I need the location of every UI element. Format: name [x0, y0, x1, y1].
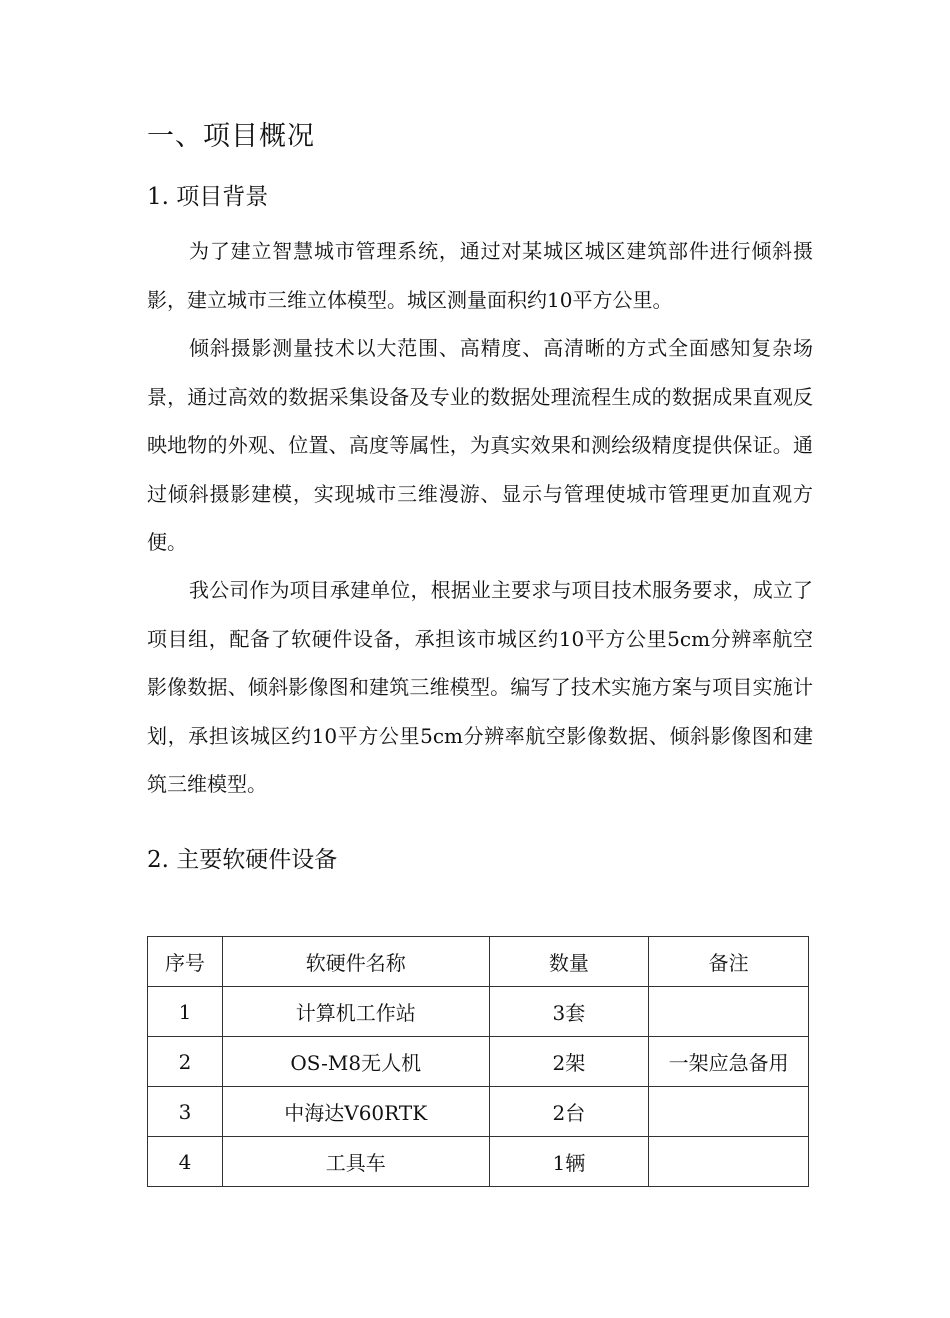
- table-row: [148, 1087, 809, 1137]
- table-row: [148, 987, 809, 1037]
- cell-index: 1: [148, 987, 223, 1037]
- paragraph-3: [147, 566, 813, 809]
- table-header-row: [148, 937, 809, 987]
- paragraph-text: 为了建立智慧城市管理系统，通过对某城区城区建筑部件进行倾斜摄影，建立城市三维立体模型。城区测量面积约10平方公里。: [147, 239, 813, 312]
- cell-index: 2: [148, 1037, 223, 1087]
- cell-remark: [649, 1137, 809, 1187]
- subsection-title-background: 1. 项目背景: [147, 184, 269, 210]
- cell-name: 中海达V60RTK: [222, 1087, 489, 1137]
- header-quantity: 数量: [489, 937, 649, 987]
- cell-index: 3: [148, 1087, 223, 1137]
- cell-name: OS-M8无人机: [222, 1037, 489, 1087]
- cell-remark: [649, 1087, 809, 1137]
- paragraph-1: [147, 227, 813, 324]
- paragraph-text: 我公司作为项目承建单位，根据业主要求与项目技术服务要求，成立了项目组，配备了软硬件设备，承担该市城区约10平方公里5cm分辨率航空影像数据、倾斜影像图和建筑三维模型。编写了技术实施方案与项目实施计划，承担该城区约10平方公里5cm分辨率航空影像数据、倾斜影像图和建筑三维模型。: [147, 578, 813, 796]
- cell-quantity: 2架: [489, 1037, 649, 1087]
- cell-quantity: 1辆: [489, 1137, 649, 1187]
- cell-quantity: 3套: [489, 987, 649, 1037]
- header-index: 序号: [148, 937, 223, 987]
- section-title: 一、项目概况: [147, 121, 315, 152]
- paragraph-text: 倾斜摄影测量技术以大范围、高精度、高清晰的方式全面感知复杂场景，通过高效的数据采集设备及专业的数据处理流程生成的数据成果直观反映地物的外观、位置、高度等属性，为真实效果和测绘级精度提供保证。通过倾斜摄影建模，实现城市三维漫游、显示与管理使城市管理更加直观方便。: [147, 336, 813, 554]
- header-name: 软硬件名称: [222, 937, 489, 987]
- table-row: [148, 1137, 809, 1187]
- header-remark: 备注: [649, 937, 809, 987]
- cell-remark: 一架应急备用: [649, 1037, 809, 1087]
- table-row: [148, 1037, 809, 1087]
- equipment-table: [147, 936, 809, 1187]
- paragraph-2: [147, 324, 813, 567]
- cell-quantity: 2台: [489, 1087, 649, 1137]
- cell-remark: [649, 987, 809, 1037]
- cell-index: 4: [148, 1137, 223, 1187]
- cell-name: 计算机工作站: [222, 987, 489, 1037]
- subsection-title-equipment: 2. 主要软硬件设备: [147, 847, 338, 873]
- cell-name: 工具车: [222, 1137, 489, 1187]
